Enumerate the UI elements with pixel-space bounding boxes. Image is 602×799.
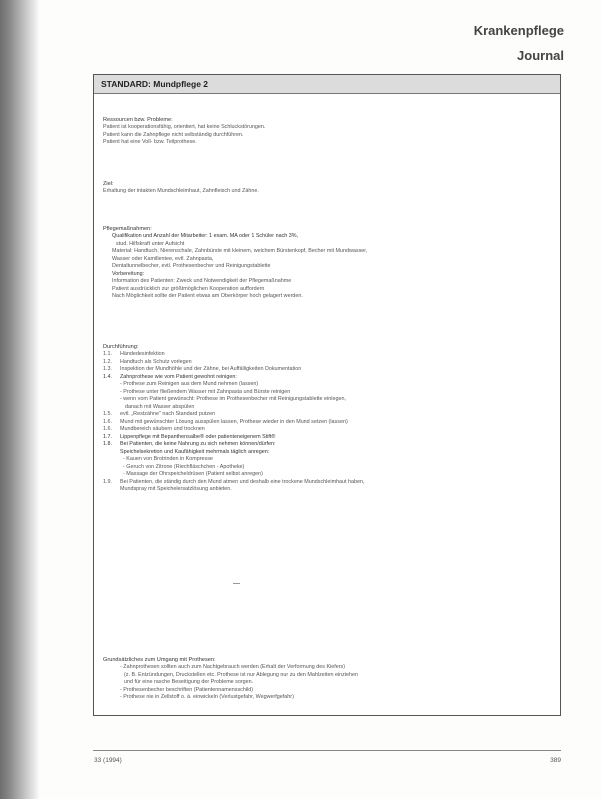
step-text: Inspektion der Mundhöhle und der Zähne, bei Auffälligkeiten Dokumentation	[120, 366, 302, 373]
qualifikation-line: stud. Hilfskraft unter Aufsicht	[116, 240, 185, 247]
step-number: 1.5.	[103, 411, 112, 418]
durchfuehrung-section	[103, 344, 554, 494]
grundsaetze-heading: Grundsätzliches zum Umgang mit Prothesen:	[103, 657, 216, 663]
step-number: 1.2.	[103, 358, 112, 365]
step-row	[103, 374, 554, 382]
step-row	[103, 441, 554, 449]
stray-mark: —	[233, 580, 240, 587]
step-number: 1.4.	[103, 373, 112, 380]
step-text: Mund mit gewünschter Lösung ausspülen lassen, Prothese wieder in den Mund setzen (lassen)	[120, 418, 348, 425]
ressourcen-heading: Ressourcen bzw. Probleme:	[103, 117, 173, 123]
vorbereitung-line: Nach Möglichkeit sollte der Patient etwas am Oberkörper hoch gelagert werden.	[112, 293, 303, 300]
substep-line: - wenn vom Patient gewünscht: Prothese im Prothesenbecher mit Reinigungstablette einlegen,	[120, 396, 346, 403]
step-text: Handtuch als Schutz vorlegen	[120, 358, 192, 365]
step-detail-line: - Geruch von Zitrone (Riechfläschchen - Apotheke)	[123, 463, 245, 470]
ziel-heading: Ziel:	[103, 181, 114, 187]
step-text: Händedesinfektion	[120, 351, 165, 358]
grundsaetze-section	[103, 657, 554, 702]
ziel-line: Erhaltung der intakten Mundschleimhaut, Zahnfleisch und Zähne.	[103, 188, 259, 195]
grundsaetze-line: (z. B. Entzündungen, Druckstellen etc. Prothese ist nur Ablegung nur zu den Mahlzeiten einziehen	[124, 671, 359, 678]
standard-title: STANDARD: Mundpflege 2	[94, 75, 560, 94]
ressourcen-line: Patient ist kooperationsfähig, orientiert, hat keine Schluckstörungen.	[103, 124, 266, 131]
vorbereitung-heading: Vorbereitung:	[112, 270, 145, 277]
step-detail-line: Mundspray mit Speichelersatzlösung anbieten.	[120, 486, 232, 493]
step-text: Lippenpflege mit Bepanthensalbe® oder patienteneigenem Stift®	[120, 433, 276, 440]
grundsaetze-line: und für eine rasche Beseitigung der Probleme sorgen.	[124, 679, 254, 686]
substep-line: - Prothese zum Reinigen aus dem Mund nehmen (lassen)	[120, 381, 259, 388]
qualifikation-heading: Qualifikation und Anzahl der Mitarbeiter: 1 exam. MA oder 1 Schüler nach 3%,	[112, 233, 299, 240]
ressourcen-section	[103, 117, 554, 147]
step-number: 1.6.	[103, 418, 112, 425]
grundsaetze-line: - Prothese nie in Zellstoff o. ä. einwickeln (Verlustgefahr, Wegwerfgefahr)	[120, 694, 294, 701]
step-number: 1.9.	[103, 478, 112, 485]
step-number: 1.6.	[103, 426, 112, 433]
substep-line: danach mit Wasser abspülen	[125, 403, 195, 410]
step-row	[103, 479, 554, 487]
ressourcen-line: Patient kann die Zahnpflege nicht selbständig durchführen.	[103, 131, 244, 138]
step-text: Bei Patienten, die ständig durch den Mund atmen und deshalb eine trockene Mundschleimhaut haben,	[120, 478, 365, 485]
step-text: Zahnprothese wie vom Patient gewohnt reinigen:	[120, 373, 237, 380]
footer-page-number: 389	[550, 757, 561, 764]
standard-box	[93, 74, 561, 716]
journal-subtitle: Journal	[517, 48, 564, 63]
step-row	[103, 351, 554, 359]
ziel-section	[103, 181, 554, 196]
page	[40, 0, 602, 799]
step-number: 1.1.	[103, 351, 112, 358]
step-detail-line: - Kauen von Brotrinden in Kompresse	[123, 456, 213, 463]
vorbereitung-line: Information des Patienten: Zweck und Notwendigkeit der Pflegemaßnahme	[112, 278, 292, 285]
step-text: Mundbereich säubern und trocknen	[120, 426, 205, 433]
journal-title: Krankenpflege	[473, 23, 564, 38]
step-detail-line: Speichelsekretion und Kaufähigkeit mehrmals täglich anregen:	[120, 448, 270, 455]
material-line: Wasser oder Kamillentee, evtl. Zahnpasta,	[112, 255, 214, 262]
ressourcen-line: Patient hat eine Voll- bzw. Teilprothese.	[103, 139, 197, 146]
footer-issue: 33 (1994)	[94, 757, 122, 764]
material-line: Material: Handtuch, Nierenschale, Zahnbürste mit kleinem, weichem Bürstenkopf, Becher mit Mundwasser,	[112, 248, 368, 255]
step-row	[103, 426, 554, 434]
footer-rule	[93, 750, 561, 751]
journal-header	[474, 18, 564, 68]
step-number: 1.8.	[103, 441, 112, 448]
grundsaetze-line: - Prothesenbecher beschriften (Patientennamensschild)	[120, 686, 254, 693]
vorbereitung-line: Patient ausdrücklich zur größtmöglichen Kooperation auffordern	[112, 285, 265, 292]
massnahmen-heading: Pflegemaßnahmen:	[103, 226, 152, 232]
durchfuehrung-heading: Durchführung:	[103, 344, 139, 350]
step-text: evtl. „Restzähne" nach Standard putzen	[120, 411, 216, 418]
step-row	[103, 434, 554, 442]
step-row	[103, 419, 554, 427]
massnahmen-section	[103, 226, 554, 301]
step-text: Bei Patienten, die keine Nahrung zu sich nehmen können/dürfen:	[120, 441, 276, 448]
step-row	[103, 366, 554, 374]
grundsaetze-line: - Zahnprothesen sollten auch zum Nachtgebrauch werden (Erhalt der Verformung des Kiefers)	[120, 664, 346, 671]
step-row	[103, 411, 554, 419]
step-detail-line: - Massage der Ohrspeicheldrüsen (Patient selbst anregen)	[123, 471, 263, 478]
book-spine-shadow	[0, 0, 40, 799]
step-number: 1.3.	[103, 366, 112, 373]
material-line: Dentaltunnelbecher, evtl. Prothesenbecher und Reinigungstablette	[112, 263, 271, 270]
substep-line: - Prothese unter fließendem Wasser mit Zahnpasta und Bürste reinigen	[120, 388, 291, 395]
step-row	[103, 359, 554, 367]
step-number: 1.7.	[103, 433, 112, 440]
